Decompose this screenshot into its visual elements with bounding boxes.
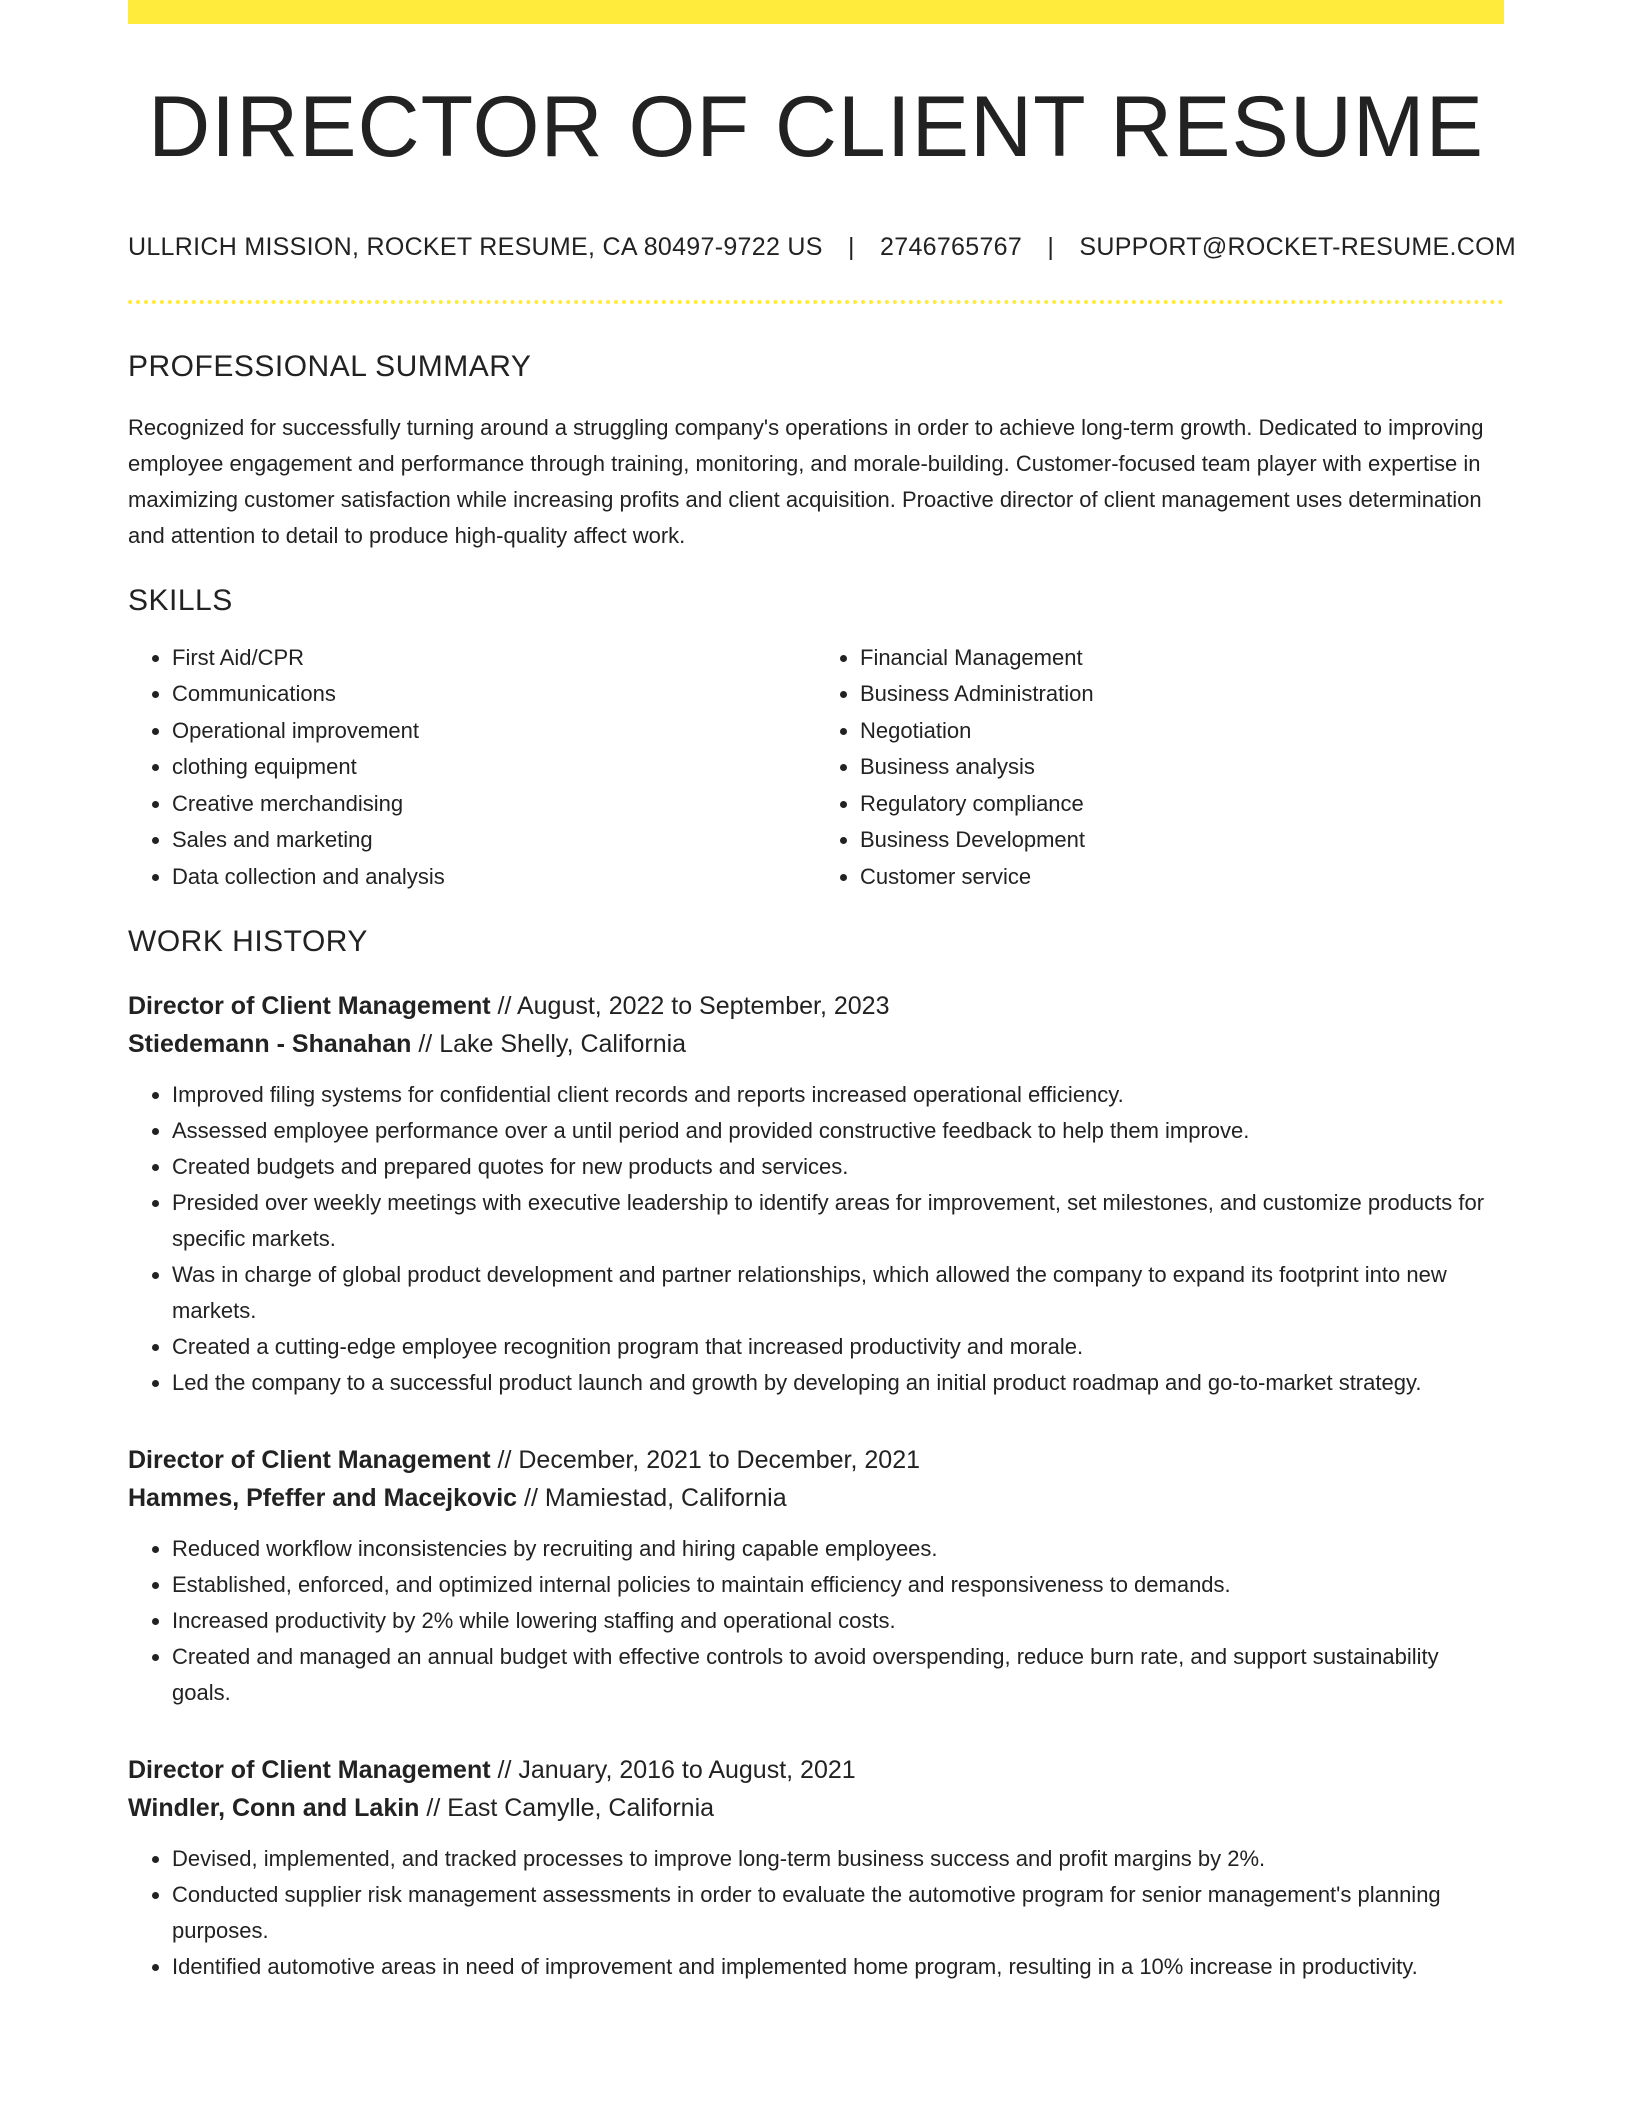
job-location: Mamiestad, California [544,1484,787,1513]
work-history-list [128,987,1504,1985]
job-delimiter: // [490,992,517,1021]
job-company: Stiedemann - Shanahan [128,1030,412,1059]
job-bullet-list [128,1077,1504,1401]
job-delimiter: // [419,1794,448,1823]
job-location: East Camylle, California [447,1794,715,1823]
summary-heading: PROFESSIONAL SUMMARY [128,349,532,383]
job-bullet: • Established, enforced, and optimized internal policies to maintain efficiency and responsiveness to demands. [172,1567,1504,1603]
job-entry [128,987,1504,1401]
job-bullet: • Created budgets and prepared quotes for new products and services. [172,1149,1504,1185]
skill-item: • Operational improvement [172,713,816,750]
skill-item: • Business Administration [860,676,1504,713]
skill-item: • Customer service [860,859,1504,896]
contact-separator: | [847,232,855,261]
skill-item: • clothing equipment [172,749,816,786]
skill-item: • Business Development [860,822,1504,859]
job-bullet: • Led the company to a successful product launch and growth by developing an initial product roadmap and go-to-market strategy. [172,1365,1504,1401]
job-bullet-list [128,1841,1504,1985]
job-company: Hammes, Pfeffer and Macejkovic [128,1484,518,1513]
summary-text: Recognized for successfully turning around a struggling company's operations in order to achieve long-term growth. Dedicated to improving employee engagement and performance through training, monitoring, and morale-building. Customer-focused team player with expertise in maximizing customer satisfaction while increasing profits and client acquisition. Proactive director of client management uses determination and attention to detail to produce high-quality affect work. [128,414,1484,548]
job-dates: August, 2022 to September, 2023 [516,992,890,1021]
contact-address: ULLRICH MISSION, ROCKET RESUME, CA 80497-9722 US [128,232,823,261]
job-bullet: • Improved filing systems for confidential client records and reports increased operational efficiency. [172,1077,1504,1113]
work-history-heading: WORK HISTORY [128,925,368,959]
skill-item: • Data collection and analysis [172,859,816,896]
job-bullet: • Identified automotive areas in need of improvement and implemented home program, resulting in a 10% increase in productivity. [172,1949,1504,1985]
skills-list-right [816,640,1504,896]
job-bullet: • Conducted supplier risk management assessments in order to evaluate the automotive program for senior management's planning purposes. [172,1877,1504,1949]
skill-item: • Negotiation [860,713,1504,750]
job-bullet: • Devised, implemented, and tracked processes to improve long-term business success and profit margins by 2%. [172,1841,1504,1877]
job-dates: January, 2016 to August, 2021 [518,1756,856,1785]
job-bullet-list [128,1531,1504,1711]
job-company-line [128,1025,1504,1063]
skills-heading: SKILLS [128,583,233,617]
dotted-divider [128,300,1504,304]
skill-item: • Regulatory compliance [860,786,1504,823]
job-title-line [128,1441,1504,1479]
contact-separator: | [1047,232,1055,261]
job-title-line [128,1751,1504,1789]
job-company: Windler, Conn and Lakin [128,1794,420,1823]
job-company-line [128,1479,1504,1517]
job-bullet: • Presided over weekly meetings with executive leadership to identify areas for improvement, set milestones, and customize products for specific markets. [172,1185,1504,1257]
job-title: Director of Client Management [128,1446,491,1475]
job-bullet: • Created a cutting-edge employee recognition program that increased productivity and morale. [172,1329,1504,1365]
skill-item: • Creative merchandising [172,786,816,823]
job-bullet: • Assessed employee performance over a until period and provided constructive feedback to help them improve. [172,1113,1504,1149]
job-delimiter: // [517,1484,545,1513]
contact-line [128,232,1517,262]
job-entry [128,1751,1504,1985]
job-dates: December, 2021 to December, 2021 [518,1446,920,1475]
job-bullet: • Created and managed an annual budget with effective controls to avoid overspending, reduce burn rate, and support sustainability goals. [172,1639,1504,1711]
job-title-line [128,987,1504,1025]
job-delimiter: // [490,1756,519,1785]
page-title: DIRECTOR OF CLIENT RESUME [148,79,1484,175]
contact-phone: 2746765767 [880,232,1023,261]
skills-list-left [128,640,816,896]
skill-item: • Financial Management [860,640,1504,677]
accent-bar [128,0,1504,24]
job-bullet: • Was in charge of global product development and partner relationships, which allowed the company to expand its footprint into new markets. [172,1257,1504,1329]
job-delimiter: // [490,1446,519,1475]
skill-item: • Sales and marketing [172,822,816,859]
contact-email: SUPPORT@ROCKET-RESUME.COM [1079,232,1517,261]
job-title: Director of Client Management [128,992,491,1021]
job-title: Director of Client Management [128,1756,491,1785]
skills-grid [128,640,1504,896]
skill-item: • First Aid/CPR [172,640,816,677]
job-location: Lake Shelly, California [439,1030,687,1059]
skill-item: • Communications [172,676,816,713]
resume-page [128,0,1517,1985]
job-entry [128,1441,1504,1711]
job-delimiter: // [411,1030,440,1059]
skill-item: • Business analysis [860,749,1504,786]
job-bullet: • Reduced workflow inconsistencies by recruiting and hiring capable employees. [172,1531,1504,1567]
job-bullet: • Increased productivity by 2% while lowering staffing and operational costs. [172,1603,1504,1639]
job-company-line [128,1789,1504,1827]
